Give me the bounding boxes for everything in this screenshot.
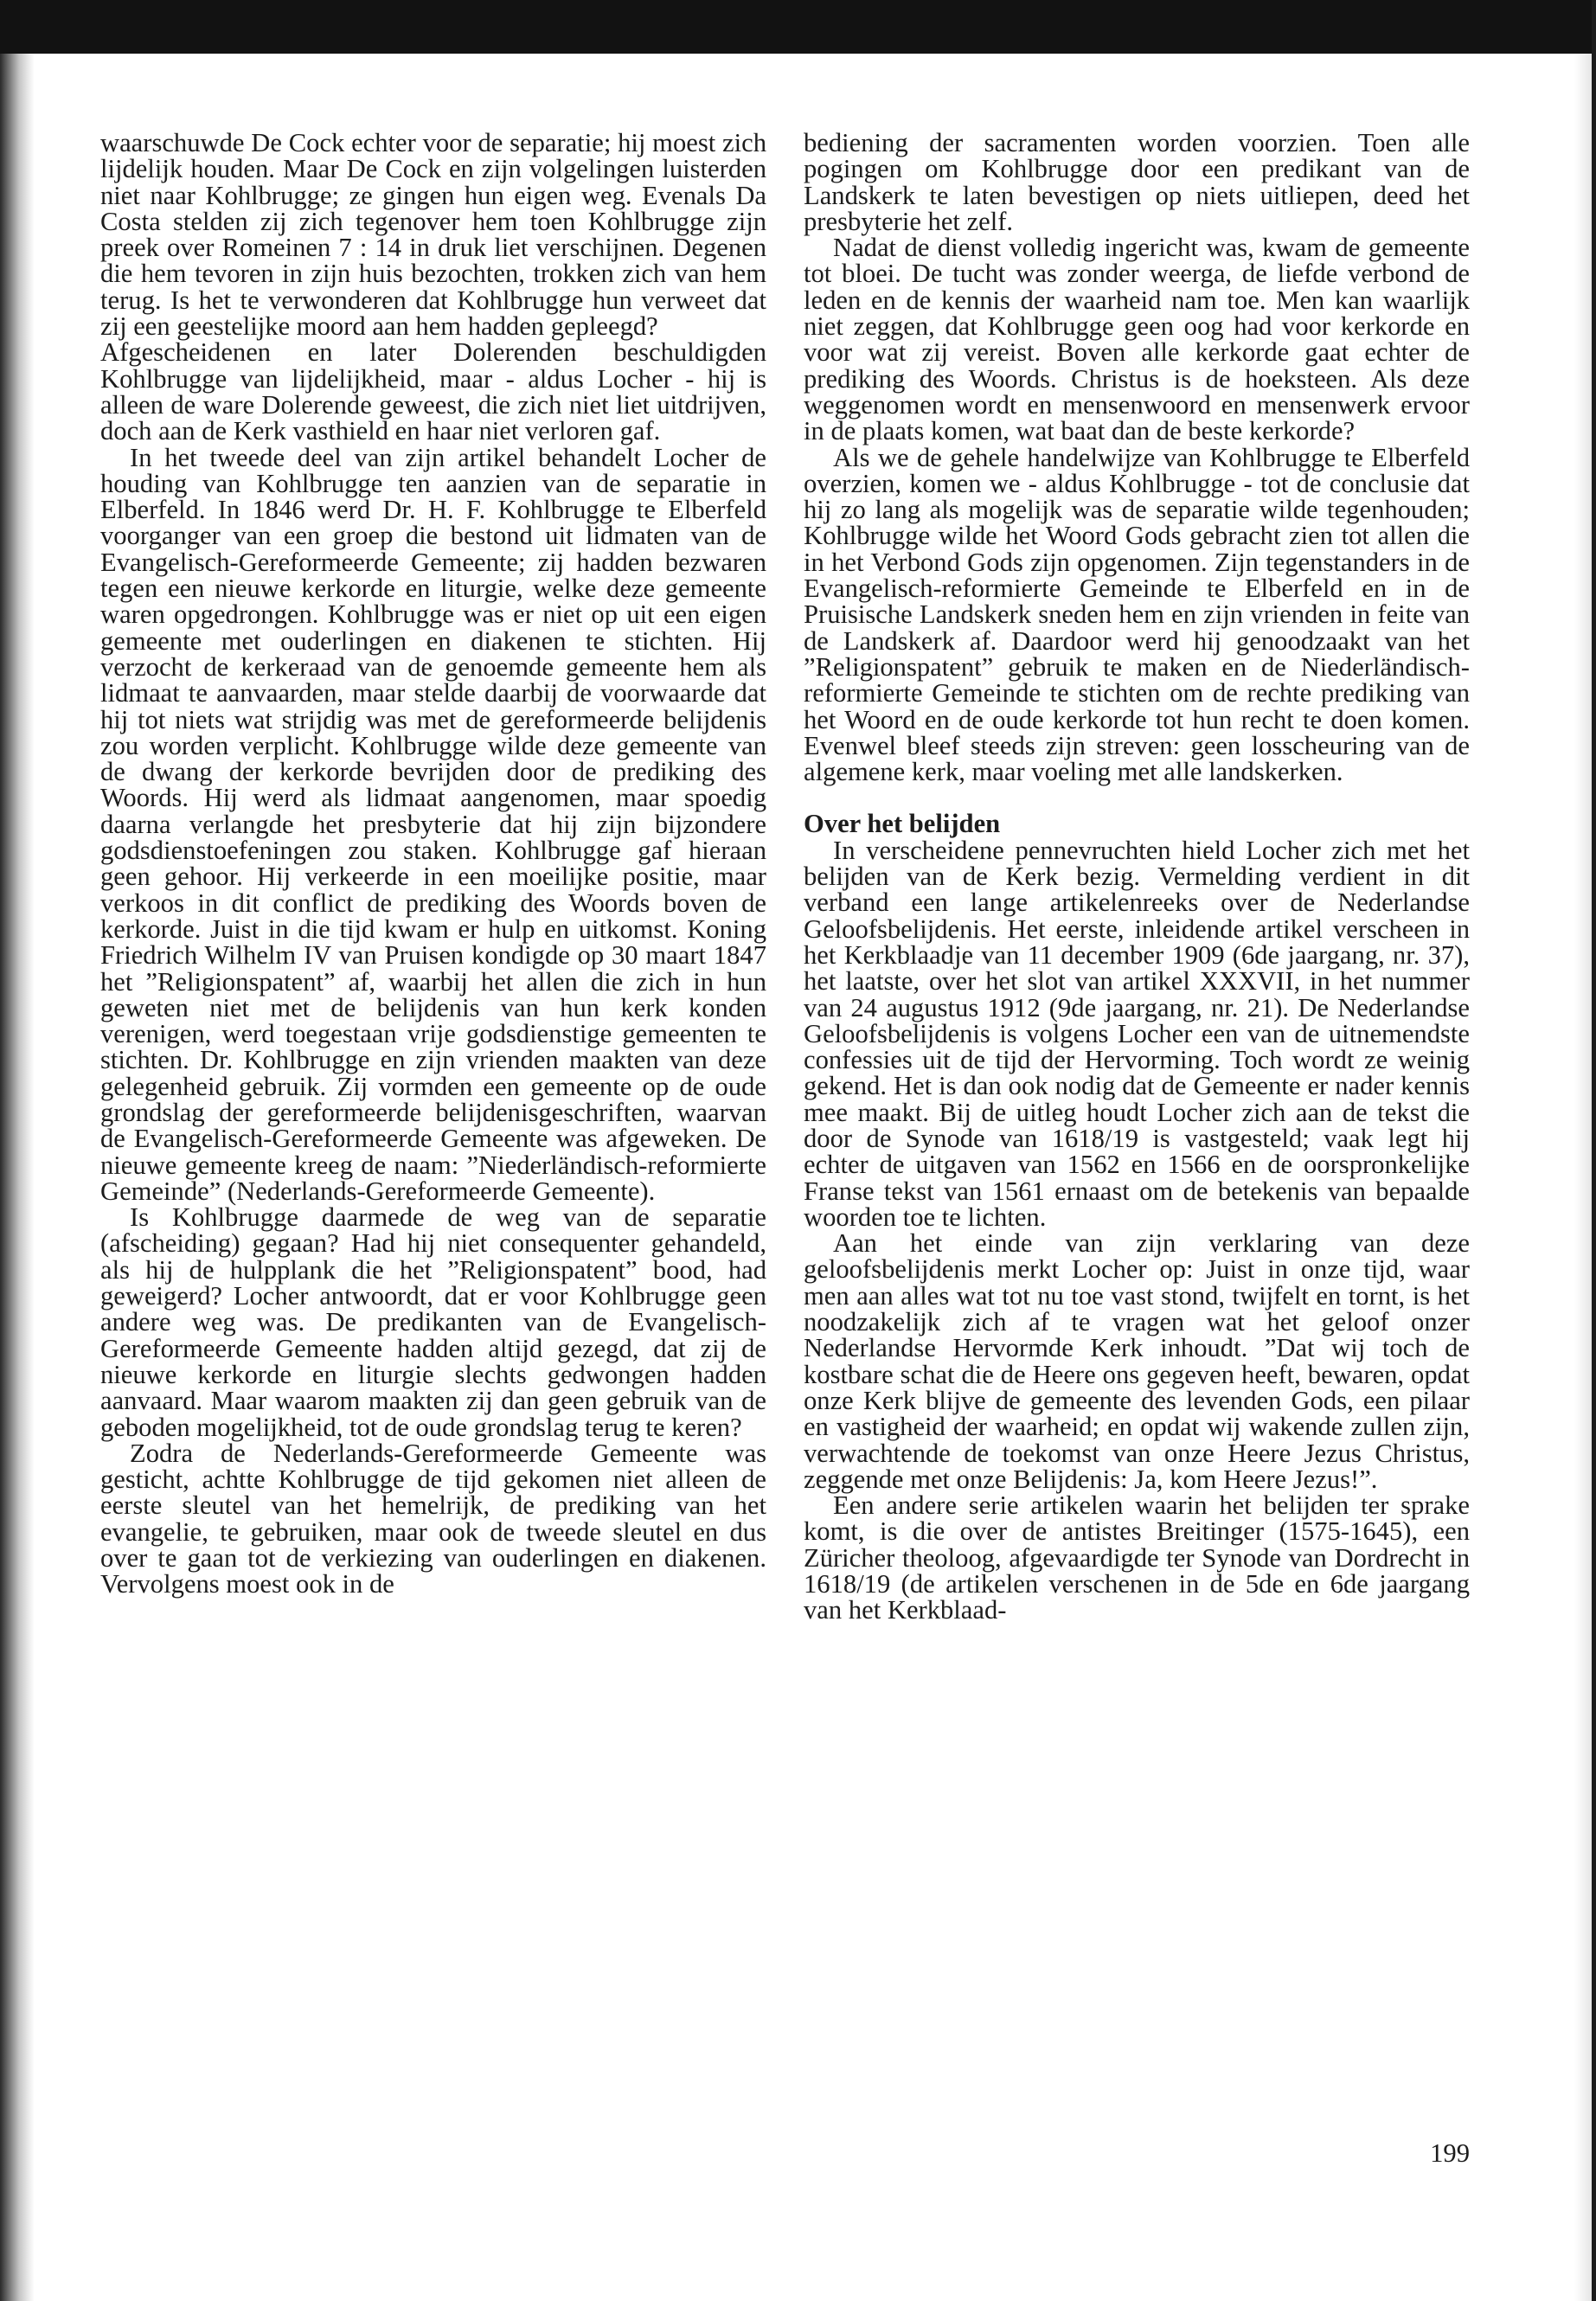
paragraph: bediening der sacramenten worden voorzien. Toen alle pogingen om Kohlbrugge door een predikant van de Landskerk te laten bevestigen op niets uitliepen, deed het presbyterie het zelf. (804, 128, 1470, 236)
right-text-column (804, 130, 1470, 1624)
paragraph: waarschuwde De Cock echter voor de separatie; hij moest zich lijdelijk houden. Maar De Cock en zijn volgelingen luisterden niet naar Kohlbrugge; ze gingen hun eigen weg. Evenals Da Costa stelden zij zich tegenover hem toen Kohlbrugge zijn preek over Romeinen 7 : 14 in druk liet verschijnen. Degenen die hem tevoren in zijn huis bezochten, trokken zich van hem terug. Is het te verwonderen dat Kohlbrugge hun verweet dat zij een geestelijke moord aan hem hadden gepleegd? (100, 128, 766, 342)
paragraph: Als we de gehele handelwijze van Kohlbrugge te Elberfeld overzien, komen we - aldus Kohlbrugge - tot de conclusie dat hij zo lang als mogelijk was de separatie wilde tegenhouden; Kohlbrugge wilde het Woord Gods gebracht zien tot allen die in het Verbond Gods zijn opgenomen. Zijn tegenstanders in de Evangelisch-reformierte Gemeinde te Elberfeld en in de Pruisische Landskerk sneden hem en zijn vrienden in feite van de Landskerk af. Daardoor werd hij genoodzaakt van het ”Religionspatent” gebruik te maken en de Niederländisch-reformierte Gemeinde te stichten om de rechte prediking van het Woord en de oude kerkorde tot hun recht te doen komen. Evenwel bleef steeds zijn streven: geen losscheuring van de algemene kerk, maar voeling met alle landskerken. (804, 442, 1470, 787)
paragraph: Nadat de dienst volledig ingericht was, kwam de gemeente tot bloei. De tucht was zonder weerga, de liefde verbond de leden en de kennis der waarheid nam toe. Men kan waarlijk niet zeggen, dat Kohlbrugge geen oog had voor kerkorde en voor wat zij vereist. Boven alle kerkorde gaat echter de prediking des Woords. Christus is de hoeksteen. Als deze weggenomen wordt en mensenwoord en mensenwerk ervoor in de plaats komen, wat baat dan de beste kerkorde? (804, 233, 1470, 446)
paragraph: Aan het einde van zijn verklaring van deze geloofsbelijdenis merkt Locher op: Juist in onze tijd, waar men aan alles wat tot nu toe vast stond, twijfelt en tornt, is het noodzakelijk zich af te vragen wat het geloof onzer Nederlandse Hervormde Kerk inhoudt. ”Dat wij toch de kostbare schat die de Heere ons gegeven heeft, bewaren, opdat onze Kerk blijve de gemeente des levenden Gods, een pilaar en vastigheid der waarheid; en opdat wij wakende zullen zijn, verwachtende de toekomst van onze Heere Jezus Christus, zeggende met onze Belijdenis: Ja, kom Heere Jezus!”. (804, 1228, 1470, 1494)
scan-top-border (0, 0, 1596, 54)
paragraph: Een andere serie artikelen waarin het belijden ter sprake komt, is die over de antistes Breitinger (1575-1645), een Züricher theoloog, afgevaardigde ter Synode van Dordrecht in 1618/19 (de artikelen verschenen in de 5de en 6de jaargang van het Kerkblaad- (804, 1490, 1470, 1625)
paragraph: Zodra de Nederlands-Gereformeerde Gemeente was gesticht, achtte Kohlbrugge de tijd gekomen niet alleen de eerste sleutel van het hemelrijk, de prediking van het evangelie, te gebruiken, maar ook de tweede sleutel en dus over te gaan tot de verkiezing van ouderlingen en diakenen. Vervolgens moest ook in de (100, 1438, 766, 1599)
section-heading: Over het belijden (804, 809, 1001, 839)
scan-left-gutter (0, 54, 35, 2301)
scan-right-border (1592, 0, 1596, 2301)
page-number: 199 (1430, 2138, 1470, 2168)
paragraph: Is Kohlbrugge daarmede de weg van de separatie (afscheiding) gegaan? Had hij niet consequenter gehandeld, als hij de hulpplank die het ”Religionspatent” bood, had geweigerd? Locher antwoordt, dat er voor Kohlbrugge geen andere weg was. De predikanten van de Evangelisch-Gereformeerde Gemeente hadden altijd gezegd, dat zij de nieuwe kerkorde en liturgie slechts gedwongen hadden aanvaard. Maar waarom maakten zij dan geen gebruik van de geboden mogelijkheid, tot de oude grondslag terug te keren? (100, 1202, 766, 1442)
paragraph: In het tweede deel van zijn artikel behandelt Locher de houding van Kohlbrugge ten aanzien van de separatie in Elberfeld. In 1846 werd Dr. H. F. Kohlbrugge te Elberfeld voorganger van een groep die bestond uit lidmaten van de Evangelisch-Gereformeerde Gemeente; zij hadden bezwaren tegen een nieuwe kerkorde en liturgie, welke deze gemeente waren opgedrongen. Kohlbrugge was er niet op uit een eigen gemeente met ouderlingen en diakenen te stichten. Hij verzocht de kerkeraad van de genoemde gemeente hem als lidmaat te aanvaarden, maar stelde daarbij de voorwaarde dat hij tot niets wat strijdig was met de gereformeerde belijdenis zou worden verplicht. Kohlbrugge wilde deze gemeente van de dwang der kerkorde bevrijden door de prediking des Woords. Hij werd als lidmaat aangenomen, maar spoedig daarna verlangde het presbyterie dat hij zijn bijzondere godsdienstoefeningen zou staken. Kohlbrugge gaf hieraan geen gehoor. Hij verkeerde in een moeilijke positie, maar verkoos in dit conflict de prediking des Woords boven de kerkorde. Juist in die tijd kwam er hulp en uitkomst. Koning Friedrich Wilhelm IV van Pruisen kondigde op 30 maart 1847 het ”Religionspatent” af, waarbij het allen die zich in hun geweten niet met de belijdenis van hun kerk konden verenigen, werd toegestaan vrije godsdienstige gemeenten te stichten. Dr. Kohlbrugge en zijn vrienden maakten van deze gelegenheid gebruik. Zij vormden een gemeente op de oude grondslag der gereformeerde belijdenisgeschriften, waarvan de Evangelisch-Gereformeerde Gemeente was afgeweken. De nieuwe gemeente kreeg de naam: ”Niederländisch-reformierte Gemeinde” (Nederlands-Gereformeerde Gemeente). (100, 442, 766, 1206)
page-edge-shadow (1574, 54, 1592, 2301)
paragraph: Afgescheidenen en later Dolerenden beschuldigden Kohlbrugge van lijdelijkheid, maar - aldus Locher - hij is alleen de ware Dolerende geweest, die zich niet liet uitdrijven, doch aan de Kerk vasthield en haar niet verloren gaf. (100, 337, 766, 446)
left-text-column (100, 130, 766, 1598)
paragraph: In verscheidene pennevruchten hield Locher zich met het belijden van de Kerk bezig. Vermelding verdient in dit verband een lange artikelenreeks over de Nederlandse Geloofsbelijdenis. Het eerste, inleidende artikel verscheen in het Kerkblaadje van 11 december 1909 (6de jaargang, nr. 37), het laatste, over het slot van artikel XXXVII, in het nummer van 24 augustus 1912 (9de jaargang, nr. 21). De Nederlandse Geloofsbelijdenis is volgens Locher een van de uitnemendste confessies uit de tijd der Hervorming. Toch wordt ze weinig gekend. Het is dan ook nodig dat de Gemeente er nader kennis mee maakt. Bij de uitleg houdt Locher zich aan de tekst die door de Synode van 1618/19 is vastgesteld; vaak legt hij echter de uitgaven van 1562 en 1566 en de oorspronkelijke Franse tekst van 1561 ernaast om de betekenis van bepaalde woorden toe te lichten. (804, 835, 1470, 1232)
